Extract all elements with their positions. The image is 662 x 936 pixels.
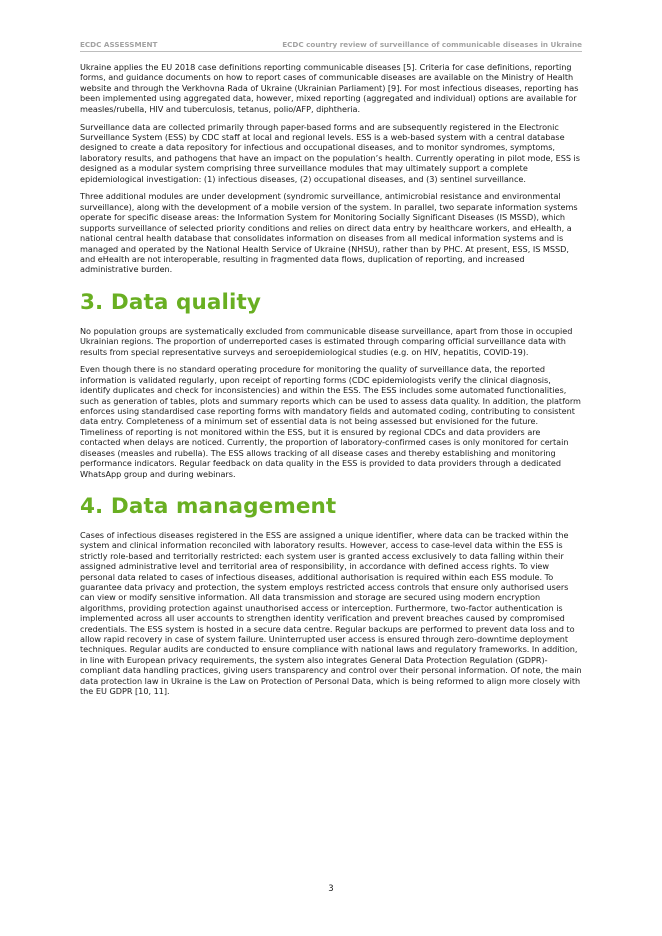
paragraph: Three additional modules are under development (syndromic surveillance, antimicrobial resistance and environmental surveillance), along with the development of a mobile version of the system. In parallel, two separate information systems operate for specific disease areas: the Information System for Monitoring Socially Significant Diseases (IS MSSD), which supports surveillance of selected priority conditions and relies on direct data entry by healthcare workers, and eHealth, a national central health database that consolidates information on diseases from all medical information systems and is managed and operated by the National Health Service of Ukraine (NHSU), rather than by PHC. At present, ESS, IS MSSD, and eHealth are not interoperable, resulting in fragmented data flows, duplication of reporting, and increased administrative burden. [80,191,578,275]
running-header [80,40,582,49]
section-heading-data-quality: 3. Data quality [80,289,261,315]
paragraph: Surveillance data are collected primarily through paper-based forms and are subsequently registered in the Electronic Surveillance System (ESS) by CDC staff at local and regional levels. ESS is a web-based system with a central database designed to create a data repository for infectious and occupational diseases, and to monitor syndromes, symptoms, laboratory results, and pathogens that have an impact on the population’s health. Currently operating in pilot mode, ESS is designed as a modular system comprising three surveillance modules that may ultimately support a complete epidemiological investigation: (1) infectious diseases, (2) occupational diseases, and (3) sentinel surveillance. [80,121,581,184]
section-heading-data-management: 4. Data management [80,493,337,519]
header-right: ECDC country review of surveillance of communicable diseases in Ukraine [282,40,582,49]
header-left: ECDC ASSESSMENT [80,40,158,49]
paragraph: Cases of infectious diseases registered in the ESS are assigned a unique identifier, where data can be tracked within the system and clinical information reconciled with laboratory results. However, access to case-level data within the ESS is strictly role-based and territorially restricted: each system user is granted access exclusively to data falling within their assigned administrative level and territorial area of responsibility, in accordance with defined access rights. To view personal data related to cases of infectious diseases, additional authorisation is required within each ESS module. To guarantee data privacy and protection, the system employs restricted access controls that ensure only authorised users can view or modify sensitive information. All data transmission and storage are secured using modern encryption algorithms, providing protection against unauthorised access or interception. Furthermore, two-factor authentication is implemented across all user accounts to strengthen identity verification and prevent breaches caused by compromised credentials. The ESS system is hosted in a secure data centre. Regular backups are performed to prevent data loss and to allow rapid recovery in case of system failure. Uninterrupted user access is ensured through zero-downtime deployment techniques. Regular audits are conducted to ensure compliance with national laws and regulatory frameworks. In addition, in line with European privacy requirements, the system also integrates General Data Protection Regulation (GDPR)-compliant data handling practices, giving users transparency and control over their personal information. Of note, the main data protection law in Ukraine is the Law on Protection of Personal Data, which is being reformed to align more closely with the EU GDPR [10, 11]. [80,529,582,696]
page-number: 3 [328,884,334,894]
paragraph: Even though there is no standard operating procedure for monitoring the quality of surveillance data, the reported information is validated regularly, upon receipt of reporting forms (CDC epidemiologists verify the clinical diagnosis, identify duplicates and check for inconsistencies) and within the ESS. The ESS includes some automated functionalities, such as generation of tables, plots and summary reports which can be used to assess data quality. In addition, the platform enforces using standardised case reporting forms with mandatory fields and automated coding, contributing to consistent data entry. Completeness of a minimum set of essential data is not being assessed but envisioned for the future. Timeliness of reporting is not monitored within the ESS, but it is ensured by regional CDCs and data providers are contacted when delays are noticed. Currently, the proportion of laboratory-confirmed cases is only monitored for certain diseases (measles and rubella). The ESS allows tracking of all disease cases and thereby establishing and monitoring performance indicators. Regular feedback on data quality in the ESS is provided to data providers through a dedicated WhatsApp group and during webinars. [80,364,581,479]
paragraph: Ukraine applies the EU 2018 case definitions reporting communicable diseases [5]. Criteria for case definitions, reporting forms, and guidance documents on how to report cases of communicable diseases are available on the Ministry of Health website and through the Verkhovna Rada of Ukraine (Ukrainian Parliament) [9]. For most infectious diseases, reporting has been implemented using aggregated data, however, mixed reporting (aggregated and individual) options are available for measles/rubella, HIV and tuberculosis, tetanus, polio/AFP, diphtheria. [80,62,579,114]
paragraph: No population groups are systematically excluded from communicable disease surveillance, apart from those in occupied Ukrainian regions. The proportion of underreported cases is estimated through comparing official surveillance data with results from special representative surveys and seroepidemiological studies (e.g. on HIV, hepatitis, COVID-19). [80,325,573,357]
body-content [80,62,582,704]
header-divider [80,51,582,52]
